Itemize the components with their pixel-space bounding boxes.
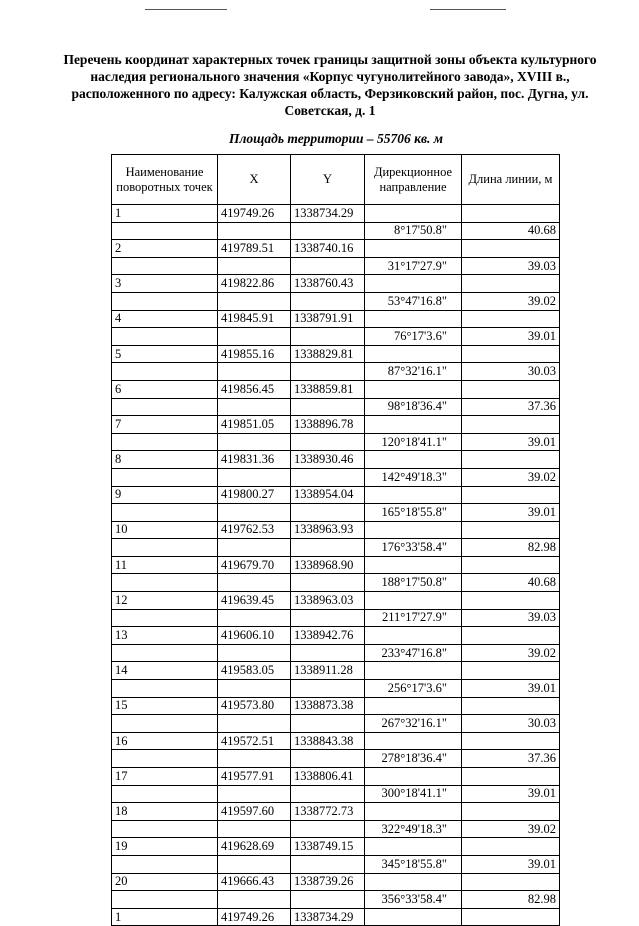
point-name: 1: [112, 205, 218, 223]
point-name: 19: [112, 838, 218, 856]
empty-cell: [365, 627, 462, 645]
empty-cell: [291, 504, 365, 522]
table-row: [112, 627, 560, 645]
point-name: 1: [112, 908, 218, 926]
point-name: 20: [112, 873, 218, 891]
empty-cell: [291, 468, 365, 486]
header-x: X: [218, 155, 291, 205]
point-x: 419831.36: [218, 451, 291, 469]
point-x: 419749.26: [218, 205, 291, 223]
empty-cell: [462, 240, 560, 258]
segment-length: 39.01: [462, 680, 560, 698]
empty-cell: [291, 257, 365, 275]
table-row: [112, 680, 560, 698]
empty-cell: [365, 380, 462, 398]
empty-cell: [462, 345, 560, 363]
empty-cell: [291, 433, 365, 451]
point-y: 1338843.38: [291, 732, 365, 750]
point-y: 1338829.81: [291, 345, 365, 363]
point-x: 419597.60: [218, 803, 291, 821]
point-x: 419762.53: [218, 521, 291, 539]
empty-cell: [462, 768, 560, 786]
empty-cell: [365, 662, 462, 680]
empty-cell: [365, 310, 462, 328]
point-y: 1338760.43: [291, 275, 365, 293]
table-row: [112, 768, 560, 786]
segment-length: 40.68: [462, 222, 560, 240]
point-y: 1338911.28: [291, 662, 365, 680]
segment-length: 39.01: [462, 328, 560, 346]
empty-cell: [365, 556, 462, 574]
empty-cell: [365, 521, 462, 539]
header-length: Длина линии, м: [462, 155, 560, 205]
point-name: 2: [112, 240, 218, 258]
segment-direction: 211°17'27.9": [365, 609, 462, 627]
segment-direction: 267°32'16.1": [365, 715, 462, 733]
table-header-row: [112, 155, 560, 205]
point-x: 419577.91: [218, 768, 291, 786]
empty-cell: [112, 328, 218, 346]
segment-length: 39.03: [462, 257, 560, 275]
empty-cell: [365, 803, 462, 821]
point-y: 1338930.46: [291, 451, 365, 469]
table-row: [112, 205, 560, 223]
table-body: [112, 205, 560, 926]
point-y: 1338772.73: [291, 803, 365, 821]
point-name: 15: [112, 697, 218, 715]
empty-cell: [462, 732, 560, 750]
point-name: 3: [112, 275, 218, 293]
empty-cell: [291, 820, 365, 838]
empty-cell: [462, 627, 560, 645]
segment-length: 82.98: [462, 891, 560, 909]
empty-cell: [112, 715, 218, 733]
empty-cell: [112, 574, 218, 592]
empty-cell: [112, 750, 218, 768]
table-row: [112, 416, 560, 434]
segment-direction: 278°18'36.4": [365, 750, 462, 768]
empty-cell: [365, 240, 462, 258]
empty-cell: [291, 855, 365, 873]
empty-cell: [291, 644, 365, 662]
table-row: [112, 855, 560, 873]
point-y: 1338963.03: [291, 592, 365, 610]
table-row: [112, 257, 560, 275]
point-x: 419666.43: [218, 873, 291, 891]
segment-length: 39.02: [462, 292, 560, 310]
header-point-name: Наименование поворотных точек: [112, 155, 218, 205]
table-row: [112, 292, 560, 310]
empty-cell: [218, 820, 291, 838]
point-x: 419628.69: [218, 838, 291, 856]
segment-length: 39.01: [462, 433, 560, 451]
empty-cell: [218, 644, 291, 662]
point-x: 419800.27: [218, 486, 291, 504]
empty-cell: [462, 838, 560, 856]
point-y: 1338942.76: [291, 627, 365, 645]
coordinates-table: [111, 154, 560, 926]
point-x: 419749.26: [218, 908, 291, 926]
empty-cell: [462, 803, 560, 821]
empty-cell: [462, 592, 560, 610]
table-row: [112, 838, 560, 856]
segment-direction: 31°17'27.9": [365, 257, 462, 275]
point-x: 419583.05: [218, 662, 291, 680]
empty-cell: [112, 785, 218, 803]
point-y: 1338740.16: [291, 240, 365, 258]
point-name: 12: [112, 592, 218, 610]
point-name: 11: [112, 556, 218, 574]
table-row: [112, 803, 560, 821]
empty-cell: [112, 609, 218, 627]
empty-cell: [218, 363, 291, 381]
empty-cell: [365, 592, 462, 610]
empty-cell: [462, 380, 560, 398]
segment-direction: 256°17'3.6": [365, 680, 462, 698]
empty-cell: [218, 574, 291, 592]
empty-cell: [112, 680, 218, 698]
table-row: [112, 592, 560, 610]
segment-direction: 165°18'55.8": [365, 504, 462, 522]
empty-cell: [462, 873, 560, 891]
empty-cell: [218, 504, 291, 522]
empty-cell: [218, 328, 291, 346]
table-row: [112, 468, 560, 486]
empty-cell: [218, 468, 291, 486]
table-row: [112, 697, 560, 715]
table-row: [112, 644, 560, 662]
point-y: 1338954.04: [291, 486, 365, 504]
table-row: [112, 574, 560, 592]
segment-length: 39.01: [462, 855, 560, 873]
point-name: 8: [112, 451, 218, 469]
point-x: 419606.10: [218, 627, 291, 645]
point-y: 1338739.26: [291, 873, 365, 891]
point-y: 1338963.93: [291, 521, 365, 539]
empty-cell: [291, 891, 365, 909]
point-x: 419679.70: [218, 556, 291, 574]
empty-cell: [218, 750, 291, 768]
empty-cell: [291, 785, 365, 803]
empty-cell: [112, 222, 218, 240]
table-row: [112, 380, 560, 398]
empty-cell: [291, 715, 365, 733]
table-row: [112, 539, 560, 557]
table-row: [112, 609, 560, 627]
empty-cell: [112, 433, 218, 451]
point-y: 1338734.29: [291, 908, 365, 926]
table-row: [112, 715, 560, 733]
empty-cell: [112, 644, 218, 662]
empty-cell: [365, 275, 462, 293]
empty-cell: [218, 680, 291, 698]
empty-cell: [112, 257, 218, 275]
empty-cell: [218, 609, 291, 627]
point-name: 17: [112, 768, 218, 786]
table-row: [112, 662, 560, 680]
segment-length: 40.68: [462, 574, 560, 592]
empty-cell: [291, 680, 365, 698]
segment-direction: 76°17'3.6": [365, 328, 462, 346]
point-name: 10: [112, 521, 218, 539]
table-row: [112, 451, 560, 469]
segment-length: 39.02: [462, 820, 560, 838]
segment-direction: 142°49'18.3": [365, 468, 462, 486]
point-name: 14: [112, 662, 218, 680]
empty-cell: [291, 398, 365, 416]
empty-cell: [462, 275, 560, 293]
table-row: [112, 873, 560, 891]
point-name: 9: [112, 486, 218, 504]
point-y: 1338873.38: [291, 697, 365, 715]
empty-cell: [218, 785, 291, 803]
segment-length: 30.03: [462, 715, 560, 733]
table-row: [112, 398, 560, 416]
table-row: [112, 275, 560, 293]
document-title: Перечень координат характерных точек границы защитной зоны объекта культурного наследия регионального значения «Корпус чугунолитейного завода», XVIII в., расположенного по адресу: Калужская область, Ферзиковский район, пос. Дугна, ул. Советская, д. 1: [63, 52, 597, 118]
empty-cell: [291, 609, 365, 627]
segment-direction: 300°18'41.1": [365, 785, 462, 803]
table-row: [112, 363, 560, 381]
point-x: 419856.45: [218, 380, 291, 398]
table-row: [112, 504, 560, 522]
point-y: 1338791.91: [291, 310, 365, 328]
empty-cell: [365, 345, 462, 363]
point-name: 18: [112, 803, 218, 821]
empty-cell: [112, 855, 218, 873]
empty-cell: [462, 697, 560, 715]
header-rule-left: [145, 9, 227, 10]
empty-cell: [218, 891, 291, 909]
point-x: 419822.86: [218, 275, 291, 293]
point-y: 1338968.90: [291, 556, 365, 574]
segment-length: 39.01: [462, 504, 560, 522]
table-row: [112, 891, 560, 909]
table-row: [112, 486, 560, 504]
empty-cell: [112, 398, 218, 416]
empty-cell: [291, 328, 365, 346]
point-x: 419845.91: [218, 310, 291, 328]
empty-cell: [218, 539, 291, 557]
table-row: [112, 750, 560, 768]
empty-cell: [112, 891, 218, 909]
empty-cell: [365, 697, 462, 715]
segment-direction: 356°33'58.4": [365, 891, 462, 909]
point-x: 419789.51: [218, 240, 291, 258]
segment-direction: 322°49'18.3": [365, 820, 462, 838]
empty-cell: [462, 908, 560, 926]
segment-direction: 176°33'58.4": [365, 539, 462, 557]
empty-cell: [365, 205, 462, 223]
empty-cell: [291, 574, 365, 592]
empty-cell: [462, 310, 560, 328]
empty-cell: [462, 486, 560, 504]
segment-length: 39.01: [462, 785, 560, 803]
point-name: 13: [112, 627, 218, 645]
table-row: [112, 433, 560, 451]
segment-length: 37.36: [462, 750, 560, 768]
empty-cell: [112, 539, 218, 557]
segment-direction: 188°17'50.8": [365, 574, 462, 592]
empty-cell: [462, 451, 560, 469]
empty-cell: [291, 292, 365, 310]
segment-direction: 98°18'36.4": [365, 398, 462, 416]
table-row: [112, 240, 560, 258]
empty-cell: [218, 398, 291, 416]
empty-cell: [365, 908, 462, 926]
empty-cell: [462, 416, 560, 434]
segment-direction: 345°18'55.8": [365, 855, 462, 873]
empty-cell: [291, 750, 365, 768]
point-y: 1338749.15: [291, 838, 365, 856]
table-row: [112, 908, 560, 926]
point-y: 1338896.78: [291, 416, 365, 434]
header-direction: Дирекционное направление: [365, 155, 462, 205]
segment-direction: 53°47'16.8": [365, 292, 462, 310]
header-rule-right: [430, 9, 506, 10]
segment-direction: 233°47'16.8": [365, 644, 462, 662]
segment-length: 39.02: [462, 644, 560, 662]
point-name: 16: [112, 732, 218, 750]
empty-cell: [112, 468, 218, 486]
point-y: 1338859.81: [291, 380, 365, 398]
empty-cell: [365, 873, 462, 891]
empty-cell: [462, 521, 560, 539]
empty-cell: [365, 486, 462, 504]
point-x: 419851.05: [218, 416, 291, 434]
empty-cell: [218, 257, 291, 275]
table-row: [112, 310, 560, 328]
empty-cell: [462, 662, 560, 680]
table-row: [112, 521, 560, 539]
empty-cell: [462, 556, 560, 574]
table-row: [112, 222, 560, 240]
empty-cell: [218, 715, 291, 733]
segment-direction: 120°18'41.1": [365, 433, 462, 451]
point-x: 419855.16: [218, 345, 291, 363]
empty-cell: [365, 838, 462, 856]
point-name: 4: [112, 310, 218, 328]
area-caption: Площадь территории – 55706 кв. м: [228, 131, 444, 146]
point-x: 419572.51: [218, 732, 291, 750]
empty-cell: [365, 768, 462, 786]
table-row: [112, 785, 560, 803]
empty-cell: [291, 539, 365, 557]
point-x: 419639.45: [218, 592, 291, 610]
empty-cell: [112, 820, 218, 838]
empty-cell: [218, 855, 291, 873]
empty-cell: [291, 222, 365, 240]
segment-length: 39.03: [462, 609, 560, 627]
point-name: 7: [112, 416, 218, 434]
segment-direction: 87°32'16.1": [365, 363, 462, 381]
empty-cell: [218, 433, 291, 451]
empty-cell: [291, 363, 365, 381]
table-row: [112, 328, 560, 346]
segment-length: 82.98: [462, 539, 560, 557]
header-y: Y: [291, 155, 365, 205]
table-row: [112, 732, 560, 750]
table-row: [112, 345, 560, 363]
point-name: 6: [112, 380, 218, 398]
empty-cell: [112, 292, 218, 310]
empty-cell: [112, 363, 218, 381]
empty-cell: [218, 292, 291, 310]
segment-length: 30.03: [462, 363, 560, 381]
empty-cell: [112, 504, 218, 522]
empty-cell: [218, 222, 291, 240]
table-row: [112, 820, 560, 838]
segment-length: 39.02: [462, 468, 560, 486]
point-y: 1338806.41: [291, 768, 365, 786]
table-row: [112, 556, 560, 574]
point-name: 5: [112, 345, 218, 363]
segment-length: 37.36: [462, 398, 560, 416]
empty-cell: [365, 732, 462, 750]
point-x: 419573.80: [218, 697, 291, 715]
empty-cell: [365, 416, 462, 434]
point-y: 1338734.29: [291, 205, 365, 223]
empty-cell: [365, 451, 462, 469]
segment-direction: 8°17'50.8": [365, 222, 462, 240]
empty-cell: [462, 205, 560, 223]
